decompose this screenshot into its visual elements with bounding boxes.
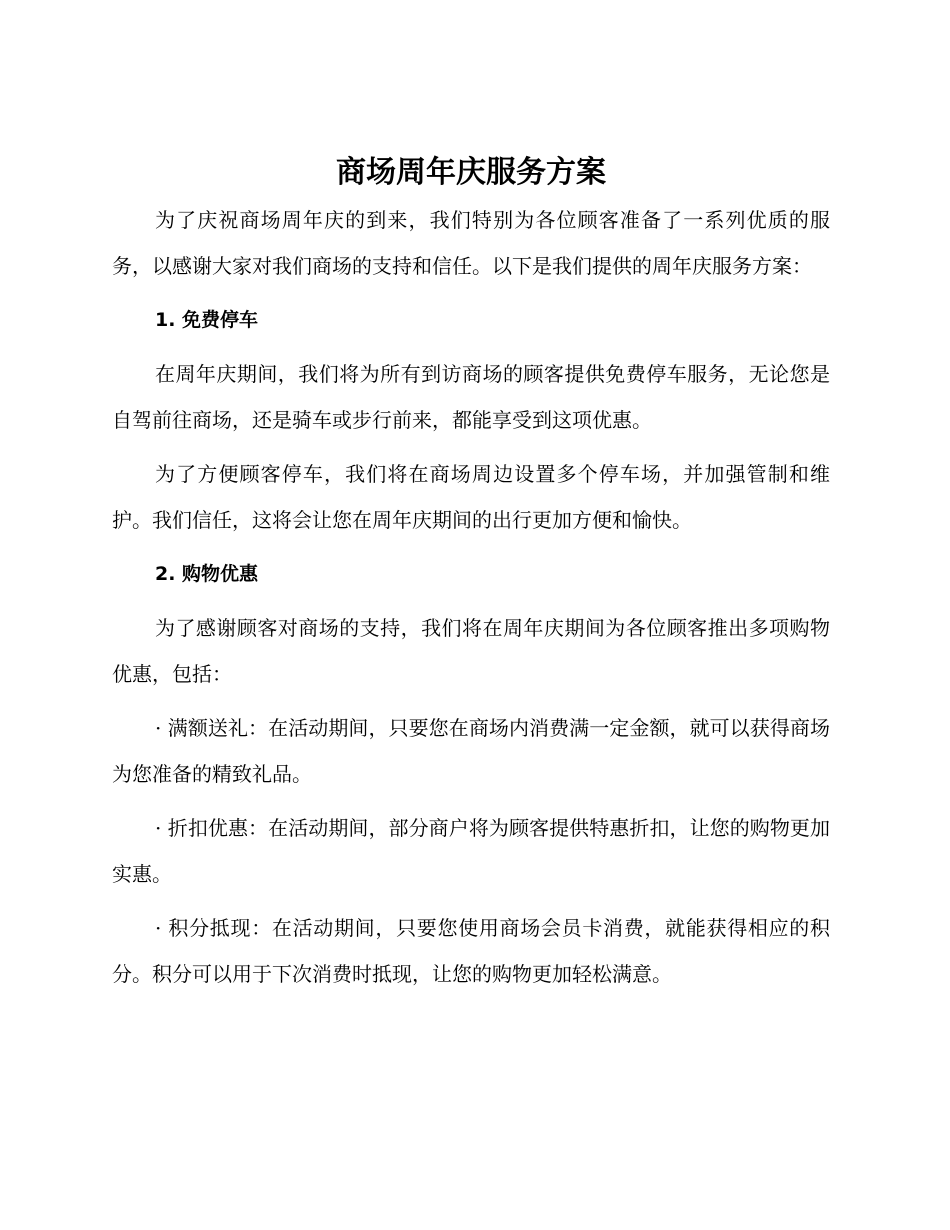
parking-paragraph-2: 为了方便顾客停车，我们将在商场周边设置多个停车场，并加强管制和维护。我们信任，这将会让您在周年庆期间的出行更加方便和愉快。 [112, 462, 830, 532]
list-item-gift: · 满额送礼：在活动期间，只要您在商场内消费满一定金额，就可以获得商场为您准备的精致礼品。 [112, 716, 830, 786]
parking-paragraph-1: 在周年庆期间，我们将为所有到访商场的顾客提供免费停车服务，无论您是自驾前往商场，还是骑车或步行前来，都能享受到这项优惠。 [112, 362, 830, 432]
list-item-points: · 积分抵现：在活动期间，只要您使用商场会员卡消费，就能获得相应的积分。积分可以用于下次消费时抵现，让您的购物更加轻松满意。 [112, 916, 830, 986]
list-item-discount: · 折扣优惠：在活动期间，部分商户将为顾客提供特惠折扣，让您的购物更加实惠。 [112, 816, 830, 886]
shopping-intro-paragraph: 为了感谢顾客对商场的支持，我们将在周年庆期间为各位顾客推出多项购物优惠，包括： [112, 616, 830, 686]
section-heading-free-parking: 1. 免费停车 [155, 309, 259, 331]
section-heading-shopping-discounts: 2. 购物优惠 [155, 563, 259, 585]
intro-paragraph: 为了庆祝商场周年庆的到来，我们特别为各位顾客准备了一系列优质的服务，以感谢大家对我们商场的支持和信任。以下是我们提供的周年庆服务方案： [112, 208, 830, 278]
document-page [112, 150, 830, 1006]
document-title: 商场周年庆服务方案 [336, 155, 606, 190]
